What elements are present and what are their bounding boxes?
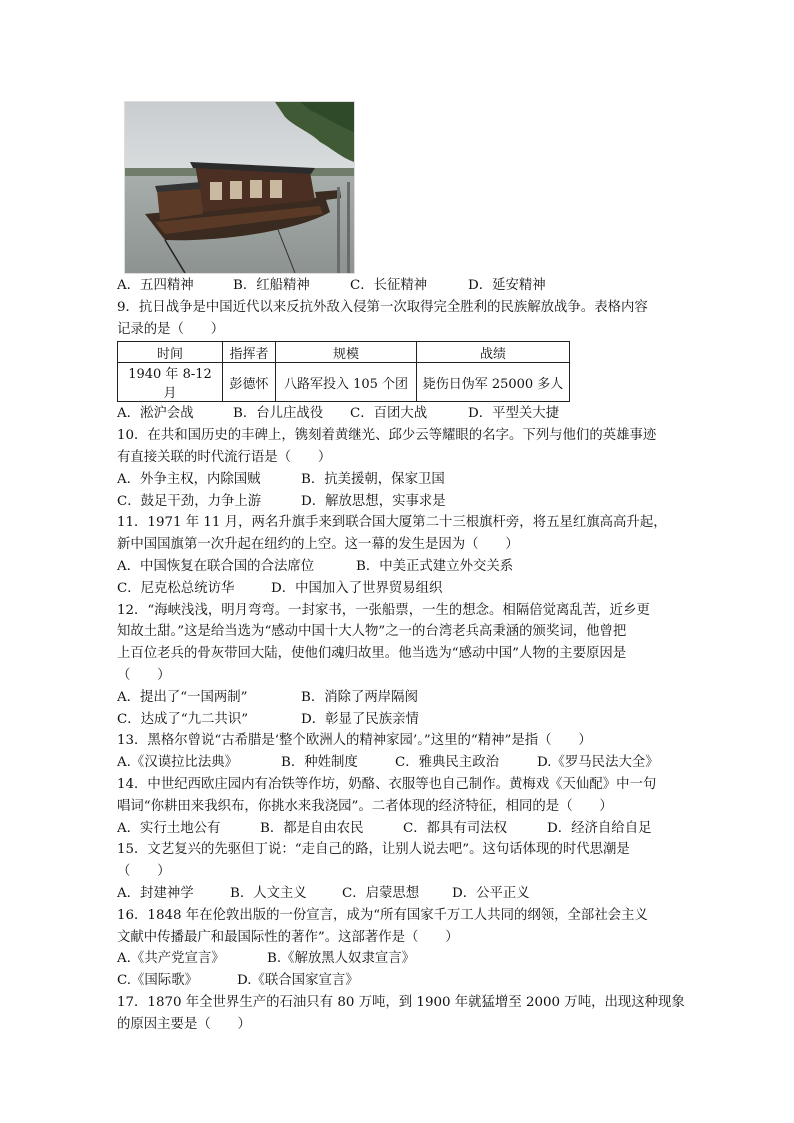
- q11-options-row-2: [117, 578, 687, 600]
- q15-option-b: B．人文主义: [230, 885, 307, 901]
- q9-options: [117, 403, 687, 425]
- q8-options: [117, 275, 687, 297]
- q10-option-c: C．鼓足干劲，力争上游: [117, 493, 262, 509]
- q16-option-b: B.《解放黑人奴隶宣言》: [267, 951, 416, 967]
- q9-battle-table: [117, 341, 570, 402]
- q10-option-a: A．外争主权，内除国贼: [117, 471, 261, 487]
- q12-option-b: B．消除了两岸隔阂: [301, 689, 418, 705]
- q10-option-b: B．抗美援朝，保家卫国: [301, 471, 445, 487]
- q10-option-d: D．解放思想，实事求是: [301, 493, 446, 509]
- q12-stem-line-4: （ ）: [117, 667, 171, 683]
- q16-stem-line-2: 文献中传播最广和最国际性的著作”。这部著作是（ ）: [117, 929, 459, 945]
- q9-option-b: B．台儿庄战役: [233, 406, 324, 422]
- q11-stem-line-2: 新中国国旗第一次升起在纽约的上空。这一幕的发生是因为（ ）: [117, 537, 519, 553]
- table-header-commander: 指挥者: [223, 342, 276, 363]
- q12-options-row-2: [117, 709, 687, 731]
- table-header-time: 时间: [118, 342, 223, 363]
- q15-option-a: A．封建神学: [117, 885, 194, 901]
- table-cell-time: 1940 年 8-12 月: [118, 363, 223, 402]
- q14-option-d: D．经济自给自足: [547, 820, 652, 836]
- q11-option-d: D．中国加入了世界贸易组织: [271, 580, 443, 596]
- q11-options-row-1: [117, 556, 687, 578]
- q15-option-d: D．公平正义: [452, 885, 530, 901]
- q12-option-a: A．提出了“一国两制”: [117, 689, 248, 705]
- q13-stem-line-1: 13．黑格尔曾说“古希腊是‘整个欧洲人的精神家园’。”这里的“精神”是指（ ）: [117, 733, 592, 749]
- q15-stem-line-1: 15．文艺复兴的先驱但丁说：“走自己的路，让别人说去吧”。这句话体现的时代思潮是: [117, 842, 630, 858]
- table-cell-commander: 彭德怀: [223, 363, 276, 402]
- q12-stem-line-2: 知故土甜。”这是给当选为“感动中国十大人物”之一的台湾老兵高秉涵的颁奖词，他曾把: [117, 624, 627, 640]
- q8-option-a: A．五四精神: [117, 278, 194, 293]
- q11-stem-line-1: 11．1971 年 11 月，两名升旗手来到联合国大厦第二十三根旗杆旁，将五星红旗高高升起，: [117, 515, 667, 531]
- table-cell-result: 毙伤日伪军 25000 多人: [417, 363, 570, 402]
- q14-option-a: A．实行土地公有: [117, 820, 221, 836]
- q13-options: [117, 752, 687, 774]
- q16-option-d: D.《联合国家宣言》: [237, 973, 359, 989]
- q15-option-c: C．启蒙思想: [342, 885, 420, 901]
- q14-option-b: B．都是自由农民: [260, 820, 364, 836]
- red-boat-image: [125, 102, 354, 273]
- table-header-row: [118, 342, 570, 363]
- table-header-result: 战绩: [417, 342, 570, 363]
- q11-option-c: C．尼克松总统访华: [117, 580, 235, 596]
- q9-option-d: D．平型关大捷: [468, 406, 560, 422]
- q10-options-row-2: [117, 491, 687, 513]
- q13-option-a: A.《汉谟拉比法典》: [117, 755, 239, 771]
- q12-stem-line-1: 12．“海峡浅浅，明月弯弯。一封家书，一张船票，一生的想念。相隔倍觉离乱苦，近乡更: [117, 602, 650, 618]
- q16-options-row-2: [117, 970, 687, 992]
- q9-option-c: C．百团大战: [350, 406, 428, 422]
- q12-option-d: D．彰显了民族亲情: [301, 711, 419, 727]
- q16-option-c: C.《国际歌》: [117, 973, 198, 989]
- q13-option-b: B．种姓制度: [281, 755, 358, 771]
- q17-stem-line-1: 17．1870 年全世界生产的石油只有 80 万吨，到 1900 年就猛增至 2000 万吨，出现这种现象: [117, 994, 685, 1010]
- q8-option-d: D．延安精神: [468, 278, 546, 293]
- q16-stem-line-1: 16．1848 年在伦敦出版的一份宣言，成为“所有国家千万工人共同的纲领，全部社会主义: [117, 907, 648, 923]
- q9-option-a: A．淞沪会战: [117, 406, 194, 422]
- q15-options: [117, 883, 687, 905]
- q14-stem-line-1: 14．中世纪西欧庄园内有冶铁等作坊，奶酪、衣服等也自己制作。黄梅戏《天仙配》中一句: [117, 776, 657, 792]
- red-boat-photo: [124, 101, 355, 274]
- question-text-block: [117, 275, 687, 1036]
- q9-stem-line-2: 记录的是（ ）: [117, 321, 225, 337]
- q14-option-c: C．都具有司法权: [403, 820, 507, 836]
- q16-options-row-1: [117, 948, 687, 970]
- q13-option-d: D.《罗马民法大全》: [537, 755, 659, 771]
- table-row: [118, 363, 570, 402]
- q17-stem-line-2: 的原因主要是（ ）: [117, 1016, 251, 1032]
- q10-stem-line-2: 有直接关联的时代流行语是（ ）: [117, 449, 332, 465]
- table-cell-scale: 八路军投入 105 个团: [276, 363, 417, 402]
- q12-stem-line-3: 上百位老兵的骨灰带回大陆，使他们魂归故里。他当选为“感动中国”人物的主要原因是: [117, 646, 627, 662]
- q10-options-row-1: [117, 469, 687, 491]
- q8-option-b: B．红船精神: [233, 278, 310, 293]
- q12-options-row-1: [117, 687, 687, 709]
- q9-stem-line-1: 9．抗日战争是中国近代以来反抗外敌入侵第一次取得完全胜利的民族解放战争。表格内容: [117, 299, 648, 315]
- q15-stem-line-2: （ ）: [117, 864, 171, 880]
- q14-options: [117, 818, 687, 840]
- q10-stem-line-1: 10．在共和国历史的丰碑上，镌刻着黄继光、邱少云等耀眼的名字。下列与他们的英雄事迹: [117, 428, 657, 444]
- q14-stem-line-2: 唱词“你耕田来我织布，你挑水来我浇园”。二者体现的经济特征，相同的是（ ）: [117, 798, 613, 814]
- q12-option-c: C．达成了“九二共识”: [117, 711, 249, 727]
- q16-option-a: A.《共产党宣言》: [117, 951, 225, 967]
- q13-option-c: C．雅典民主政治: [395, 755, 499, 771]
- q11-option-a: A．中国恢复在联合国的合法席位: [117, 558, 315, 574]
- q11-option-b: B．中美正式建立外交关系: [356, 558, 514, 574]
- q8-option-c: C．长征精神: [350, 278, 428, 293]
- table-header-scale: 规模: [276, 342, 417, 363]
